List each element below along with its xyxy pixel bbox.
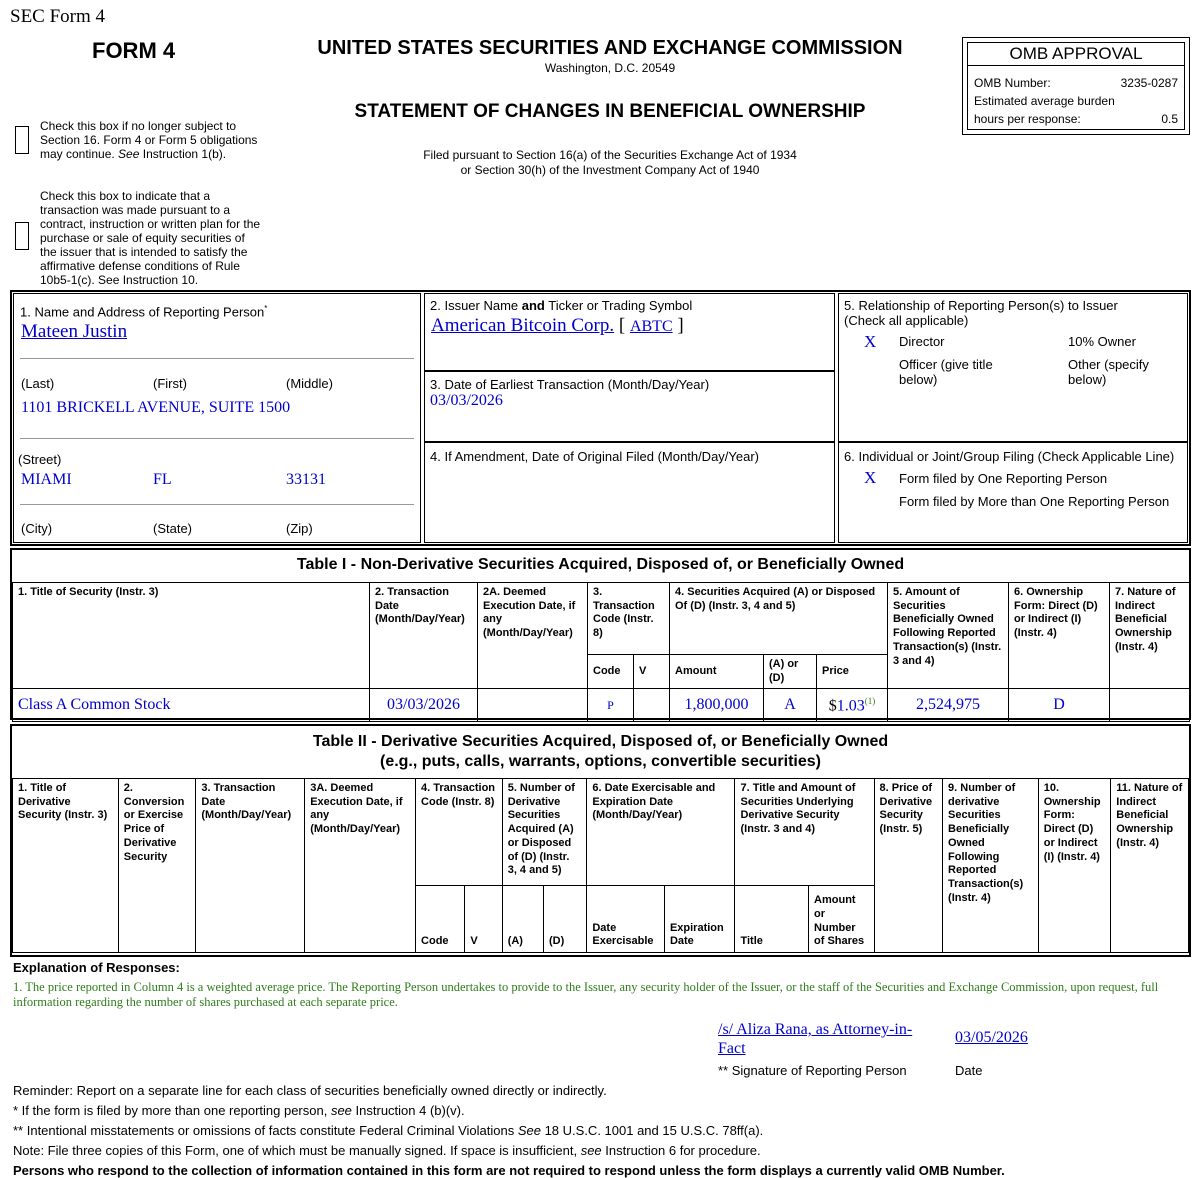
- table-1: [12, 582, 1190, 722]
- explanation-label: Explanation of Responses:: [13, 960, 180, 975]
- omb-number-row: OMB Number: 3235-0287: [974, 76, 1178, 90]
- box-5-label: 5. Relationship of Reporting Person(s) to Issuer (Check all applicable): [844, 298, 1118, 328]
- t1-header-deemed: 2A. Deemed Execution Date, if any (Month/Day/Year): [478, 583, 588, 689]
- t2-sub-expiration: Expiration Date: [664, 886, 735, 953]
- zip-value: 33131: [286, 471, 326, 488]
- t2-sub-amount: Amount or Number of Shares: [809, 886, 874, 953]
- rule-10b5-text: Check this box to indicate that a transaction was made pursuant to a contract, instruction or written plan for the purchase or sale of equity securities of the issuer that is intended to satisfy the affirmative defense conditions of Rule 10b5-1(c). See Instruction 10.: [40, 189, 261, 287]
- commission-title: UNITED STATES SECURITIES AND EXCHANGE COMMISSION: [317, 37, 903, 59]
- issuer-line: American Bitcoin Corp. [ ABTC ]: [431, 315, 684, 336]
- signature-link[interactable]: /s/ Aliza Rana, as Attorney-in- Fact: [718, 1021, 913, 1057]
- reminder-note: Reminder: Report on a separate line for each class of securities beneficially owned directly or indirectly.: [13, 1083, 607, 1098]
- box-6-label: 6. Individual or Joint/Group Filing (Check Applicable Line): [844, 449, 1175, 464]
- note-1: * If the form is filed by more than one reporting person, see Instruction 4 (b)(v).: [13, 1103, 465, 1118]
- last-label: (Last): [21, 376, 55, 391]
- t2-header-deemed: 3A. Deemed Execution Date, if any (Month/Day/Year): [305, 779, 416, 953]
- box-4-amendment: [424, 442, 835, 543]
- street-value: 1101 BRICKELL AVENUE, SUITE 1500: [21, 399, 291, 416]
- t2-header-underlying: 7. Title and Amount of Securities Underlying Derivative Security (Instr. 3 and 4): [735, 779, 874, 886]
- zip-label: (Zip): [286, 521, 313, 536]
- t2-header-date: 3. Transaction Date (Month/Day/Year): [196, 779, 305, 953]
- sec-form-label: SEC Form 4: [10, 6, 106, 27]
- state-value: FL: [153, 471, 172, 488]
- director-label: Director: [899, 334, 945, 349]
- t1-sub-code: Code: [588, 655, 634, 689]
- other-label: Other (specify below): [1068, 357, 1149, 387]
- transaction-code: P: [588, 689, 634, 722]
- transaction-date: 03/03/2026: [370, 689, 478, 722]
- director-mark: X: [864, 332, 877, 351]
- security-title: Class A Common Stock: [13, 689, 370, 722]
- box-1-reporting-person: [13, 293, 421, 543]
- box-4-label: 4. If Amendment, Date of Original Filed (Month/Day/Year): [430, 449, 760, 464]
- t2-header-conversion: 2. Conversion or Exercise Price of Derivative Security: [118, 779, 196, 953]
- transaction-amount: 1,800,000: [670, 689, 764, 722]
- t1-sub-v: V: [634, 655, 670, 689]
- indirect-nature: [1110, 689, 1190, 722]
- t2-header-ownership-form: 10. Ownership Form: Direct (D) or Indirect (I) (Instr. 4): [1038, 779, 1111, 953]
- t1-header-ownership-form: 6. Ownership Form: Direct (D) or Indirect (I) (Instr. 4): [1009, 583, 1110, 689]
- ownership-form: D: [1009, 689, 1110, 722]
- city-value: MIAMI: [21, 471, 72, 488]
- statement-title: STATEMENT OF CHANGES IN BENEFICIAL OWNERSHIP: [354, 101, 866, 122]
- officer-label: Officer (give title below): [899, 357, 993, 387]
- t2-sub-v: V: [465, 886, 502, 953]
- signature-label: ** Signature of Reporting Person: [718, 1063, 907, 1078]
- t1-header-code: 3. Transaction Code (Instr. 8): [588, 583, 670, 655]
- t1-sub-aord: (A) or (D): [764, 655, 817, 689]
- box-2-issuer: [424, 293, 835, 371]
- table-2-title: Table II - Derivative Securities Acquired, Disposed of, or Beneficially Owned (e.g., puts, calls, warrants, options, convertible securities): [312, 733, 889, 770]
- filing-option-many: Form filed by More than One Reporting Person: [899, 494, 1170, 509]
- form-title: FORM 4: [92, 38, 176, 63]
- t2-header-code: 4. Transaction Code (Instr. 8): [416, 779, 503, 886]
- t1-header-date: 2. Transaction Date (Month/Day/Year): [370, 583, 478, 689]
- filing-option-one: Form filed by One Reporting Person: [899, 471, 1108, 486]
- t2-header-number: 5. Number of Derivative Securities Acquired (A) or Disposed of (D) (Instr. 3, 4 and 5): [502, 779, 587, 886]
- t2-sub-date-exercisable: Date Exercisable: [587, 886, 665, 953]
- box-3-label: 3. Date of Earliest Transaction (Month/Day/Year): [430, 377, 710, 392]
- t2-sub-title: Title: [735, 886, 809, 953]
- t2-header-nature: 11. Nature of Indirect Beneficial Ownership (Instr. 4): [1111, 779, 1189, 953]
- t1-sub-amount: Amount: [670, 655, 764, 689]
- omb-burden-row: Estimated average burden: [974, 94, 1115, 108]
- table-2: [12, 778, 1189, 953]
- earliest-transaction-date: 03/03/2026: [430, 392, 503, 409]
- rule-10b5-checkbox[interactable]: [15, 222, 29, 250]
- filing-mark: X: [864, 468, 877, 487]
- footnote-1: 1. The price reported in Column 4 is a weighted average price. The Reporting Person undertakes to provide to the Issuer, any security holder of the Issuer, or the staff of the Securities and Exchange Commission, upon request, full information regarding the number of shares purchased at each separate price.: [13, 980, 1159, 1009]
- omb-hours-row: hours per response: 0.5: [974, 112, 1178, 126]
- ten-percent-owner-label: 10% Owner: [1068, 334, 1136, 349]
- t2-sub-code: Code: [416, 886, 465, 953]
- box-1-label: 1. Name and Address of Reporting Person*: [20, 304, 268, 320]
- t2-header-exercisable: 6. Date Exercisable and Expiration Date (Month/Day/Year): [587, 779, 735, 886]
- note-2: ** Intentional misstatements or omissions of facts constitute Federal Criminal Violations See 18 U.S.C. 1001 and 15 U.S.C. 78ff(a).: [13, 1123, 764, 1138]
- filed-pursuant: Filed pursuant to Section 16(a) of the Securities Exchange Act of 1934 or Section 30(h) of the Investment Company Act of 1940: [423, 148, 797, 177]
- first-label: (First): [153, 376, 187, 391]
- table-row: [13, 689, 1190, 722]
- price-footnote-ref: (1): [864, 695, 876, 706]
- middle-label: (Middle): [286, 376, 333, 391]
- t2-header-title: 1. Title of Derivative Security (Instr. 3): [13, 779, 119, 953]
- t2-sub-d: (D): [544, 886, 587, 953]
- signature-date: 03/05/2026: [955, 1029, 1028, 1046]
- t1-header-acquired: 4. Securities Acquired (A) or Disposed Of (D) (Instr. 3, 4 and 5): [670, 583, 888, 655]
- no-longer-subject-checkbox[interactable]: [15, 126, 29, 154]
- box-6-filing: [838, 442, 1188, 543]
- street-label: (Street): [18, 452, 62, 467]
- transaction-price: $1.03$^{(1)}$: [817, 689, 888, 722]
- t1-sub-price: Price: [817, 655, 888, 689]
- t1-header-nature: 7. Nature of Indirect Beneficial Ownership (Instr. 4): [1110, 583, 1190, 689]
- box-2-label: 2. Issuer Name and Ticker or Trading Symbol: [430, 298, 693, 313]
- t1-header-title: 1. Title of Security (Instr. 3): [13, 583, 370, 689]
- box-3-earliest-transaction: [424, 371, 835, 442]
- deemed-date: [478, 689, 588, 722]
- t2-header-owned: 9. Number of derivative Securities Beneficially Owned Following Reported Transaction(s) (Instr. 4): [943, 779, 1039, 953]
- omb-approval-box: [962, 37, 1190, 135]
- commission-location: Washington, D.C. 20549: [544, 61, 676, 75]
- reporting-person-name-link[interactable]: Mateen Justin: [21, 321, 128, 342]
- no-longer-subject-text: Check this box if no longer subject to Section 16. Form 4 or Form 5 obligations may continue. See Instruction 1(b).: [40, 119, 258, 161]
- note-4: Persons who respond to the collection of information contained in this form are not required to respond unless the form displays a currently valid OMB Number.: [13, 1163, 1005, 1178]
- omb-title: OMB APPROVAL: [968, 43, 1184, 66]
- t1-header-amount-owned: 5. Amount of Securities Beneficially Owned Following Reported Transaction(s) (Instr. 3 and 4): [888, 583, 1009, 689]
- date-label: Date: [955, 1063, 983, 1078]
- state-label: (State): [153, 521, 193, 536]
- city-label: (City): [21, 521, 53, 536]
- box-5-relationship: [838, 293, 1188, 442]
- t2-header-price: 8. Price of Derivative Security (Instr. 5): [874, 779, 943, 953]
- amount-owned: 2,524,975: [888, 689, 1009, 722]
- acquired-or-disposed: A: [764, 689, 817, 722]
- table-1-title: Table I - Non-Derivative Securities Acquired, Disposed of, or Beneficially Owned: [296, 556, 905, 573]
- transaction-v: [634, 689, 670, 722]
- divider: [20, 504, 414, 505]
- issuer-name-link[interactable]: American Bitcoin Corp.: [431, 315, 615, 336]
- divider: [20, 438, 414, 439]
- note-3: Note: File three copies of this Form, one of which must be manually signed. If space is insufficient, see Instruction 6 for procedure.: [13, 1143, 761, 1158]
- divider: [20, 358, 414, 359]
- t2-sub-a: (A): [502, 886, 543, 953]
- ticker-link[interactable]: ABTC: [629, 318, 673, 335]
